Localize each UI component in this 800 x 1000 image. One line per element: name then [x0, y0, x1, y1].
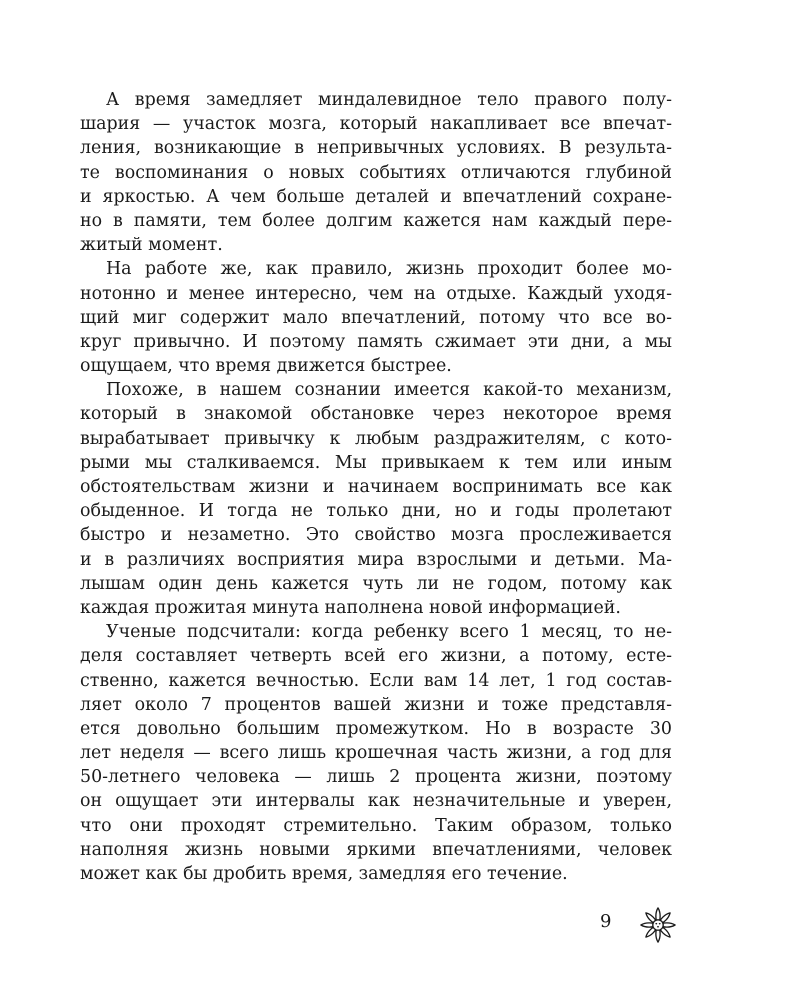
- text-line: вырабатывает привычку к любым раздражителям, с кото-: [80, 428, 672, 449]
- text-line: лышам один день кажется чуть ли не годом, потому как: [80, 573, 672, 594]
- text-line: Ученые подсчитали: когда ребенку всего 1 месяц, то не-: [106, 622, 672, 643]
- text-line: На работе же, как правило, жизнь проходит более мо-: [106, 259, 672, 280]
- text-line: щий миг содержит мало впечатлений, потому что все во-: [80, 307, 672, 328]
- text-line: быстро и незаметно. Это свойство мозга прослеживается: [80, 525, 672, 546]
- text-line: наполняя жизнь новыми яркими впечатлениями, человек: [80, 839, 672, 860]
- body-text: [80, 88, 672, 886]
- text-line: ления, возникающие в непривычных условиях. В результа-: [80, 138, 672, 159]
- text-line: может как бы дробить время, замедляя его течение.: [80, 864, 568, 884]
- text-line: но в памяти, тем более долгим кажется нам каждый пере-: [80, 210, 672, 231]
- text-line: он ощущает эти интервалы как незначительные и уверен,: [80, 791, 672, 812]
- text-line: который в знакомой обстановке через некоторое время: [80, 404, 672, 425]
- text-line: те воспоминания о новых событиях отличаются глубиной: [80, 162, 672, 183]
- text-line: каждая прожитая минута наполнена новой информацией.: [80, 597, 621, 618]
- page-number: 9: [600, 911, 612, 932]
- text-line: что они проходят стремительно. Таким образом, только: [80, 815, 672, 836]
- text-line: 50-летнего человека — лишь 2 процента жизни, поэтому: [80, 767, 672, 788]
- text-line: ощущаем, что время движется быстрее.: [80, 356, 452, 377]
- text-line: рыми мы сталкиваемся. Мы привыкаем к тем или иным: [80, 452, 672, 473]
- text-line: А время замедляет миндалевидное тело правого полу-: [106, 90, 672, 110]
- text-line: круг привычно. И поэтому память сжимает эти дни, а мы: [80, 331, 672, 352]
- paragraph-2: [80, 257, 672, 378]
- text-line: шария — участок мозга, который накапливает все впечат-: [80, 114, 672, 135]
- text-line: и в различиях восприятия мира взрослыми и детьми. Ма-: [80, 549, 672, 570]
- text-line: деля составляет четверть всей его жизни, а потому, есте-: [80, 646, 672, 667]
- paragraph-3: [80, 378, 672, 620]
- text-line: и яркостью. А чем больше деталей и впечатлений сохране-: [80, 186, 672, 207]
- text-line: ственно, кажется вечностью. Если вам 14 лет, 1 год состав-: [80, 670, 672, 691]
- text-line: лет неделя — всего лишь крошечная часть жизни, а год для: [80, 743, 672, 764]
- text-line: обыденное. И тогда не только дни, но и годы пролетают: [80, 501, 672, 522]
- text-line: обстоятельствам жизни и начинаем воспринимать все как: [80, 477, 672, 497]
- text-line: ется довольно большим промежутком. Но в возрасте 30: [80, 718, 672, 739]
- text-line: Похоже, в нашем сознании имеется какой-то механизм,: [106, 380, 672, 401]
- paragraph-1: [80, 88, 672, 257]
- paragraph-4: [80, 620, 672, 886]
- text-line: житый момент.: [80, 235, 223, 256]
- text-line: ляет около 7 процентов вашей жизни и тоже представля-: [80, 694, 672, 715]
- flower-ornament-icon: [639, 906, 677, 944]
- text-line: нотонно и менее интересно, чем на отдыхе. Каждый уходя-: [80, 283, 672, 304]
